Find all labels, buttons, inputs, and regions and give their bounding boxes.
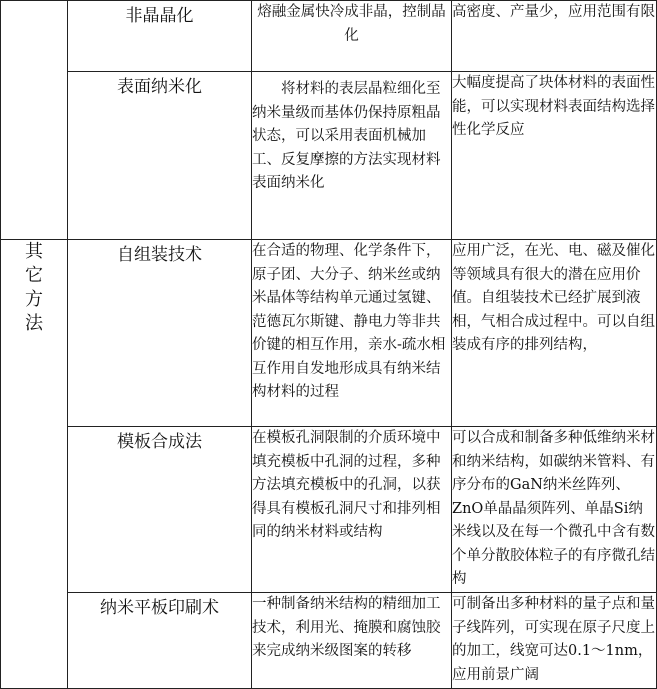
category-cell bbox=[1, 240, 68, 689]
method-name: 非晶晶化 bbox=[68, 1, 252, 72]
method-name: 自组装技术 bbox=[68, 240, 252, 427]
method-name: 纳米平板印刷术 bbox=[68, 593, 252, 689]
method-description: 在模板孔洞限制的介质环境中填充模板中孔洞的过程，多种方法填充模板中的孔洞，以获得具有模板孔洞尺寸和排列相同的纳米材料或结构 bbox=[252, 427, 452, 593]
method-application: 大幅度提高了块体材料的表面性能，可以实现材料表面结构选择性化学反应 bbox=[452, 72, 657, 240]
table-row bbox=[1, 427, 657, 593]
table-row bbox=[1, 1, 657, 72]
category-cell-blank bbox=[1, 1, 68, 240]
category-label: 其它方法 bbox=[25, 241, 43, 334]
method-name: 模板合成法 bbox=[68, 427, 252, 593]
method-application: 高密度、产量少，应用范围有限 bbox=[452, 1, 657, 72]
table-row bbox=[1, 240, 657, 427]
table-row bbox=[1, 593, 657, 689]
method-application: 可以合成和制备多种低维纳米材和纳米结构，如碳纳米管料、有序分布的GaN纳米丝阵列、ZnO单晶晶须阵列、单晶Si纳米线以及在每一个微孔中含有数个单分散胶体粒子的有序微孔结构 bbox=[452, 427, 657, 593]
method-application: 可制备出多种材料的量子点和量子线阵列，可实现在原子尺度上的加工，线宽可达0.1～1nm，应用前景广阔 bbox=[452, 593, 657, 689]
method-name: 表面纳米化 bbox=[68, 72, 252, 240]
method-description: 熔融金属快冷成非晶，控制晶化 bbox=[252, 1, 452, 72]
method-description: 一种制备纳米结构的精细加工技术，利用光、掩膜和腐蚀胶来完成纳米级图案的转移 bbox=[252, 593, 452, 689]
method-description: 将材料的表层晶粒细化至纳米量级而基体仍保持原粗晶状态，可以采用表面机械加工、反复摩擦的方法实现材料表面纳米化 bbox=[252, 72, 452, 240]
table-row bbox=[1, 72, 657, 240]
method-application: 应用广泛，在光、电、磁及催化等领域具有很大的潜在应用价值。自组装技术已经扩展到液相，气相合成过程中。可以自组装成有序的排列结构， bbox=[452, 240, 657, 427]
method-description: 在合适的物理、化学条件下，原子团、大分子、纳米丝或纳米晶体等结构单元通过氢键、范德瓦尔斯键、静电力等非共价键的相互作用，亲水-疏水相互作用自发地形成具有纳米结构材料的过程 bbox=[252, 240, 452, 427]
